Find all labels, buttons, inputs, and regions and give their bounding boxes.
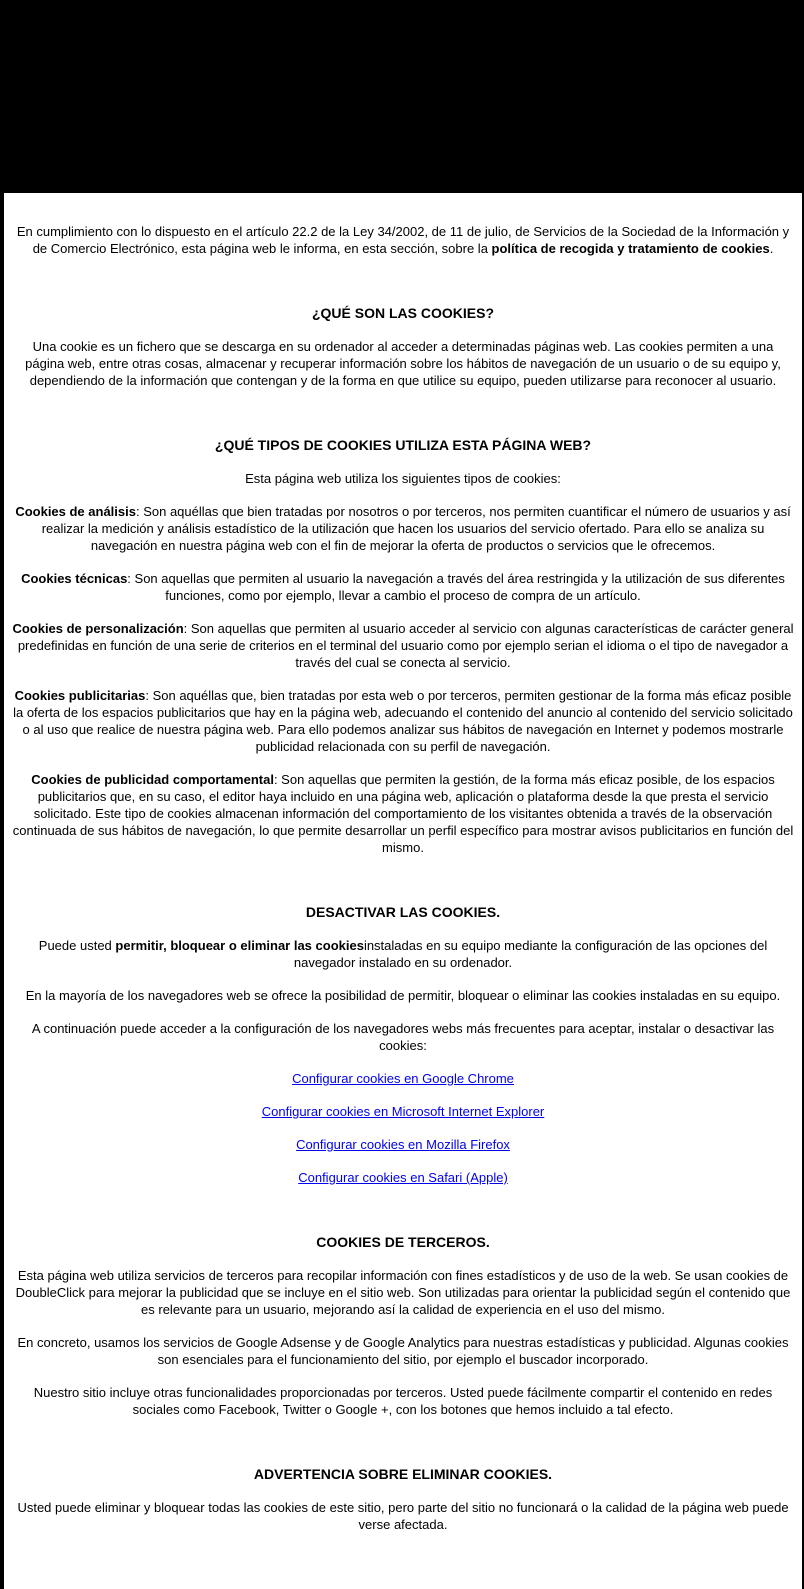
cookie-type-label-personalizacion: Cookies de personalización [12, 621, 184, 636]
paragraph-cookies-tecnicas [12, 570, 794, 604]
cookie-type-text-comportamental: : Son aquellas que permiten la gestión, de la forma más eficaz posible, de los espacios publicitarios que, en su caso, el editor haya incluido en una página web, aplicación o plataforma desde la que presta el servicio solicitado. Este tipo de cookies almacenan información del comportamiento de los visitantes obtenida a través de la observación continuada de sus hábitos de navegación, lo que permite desarrollar un perfil específico para mostrar avisos publicitarios en función del mismo. [12, 772, 794, 855]
link-row-safari [12, 1169, 794, 1186]
disable-text-pre: Puede usted [38, 938, 116, 953]
intro-text-post: . [769, 241, 774, 256]
cookie-type-label-tecnicas: Cookies técnicas [21, 571, 128, 586]
paragraph-disable-2: En la mayoría de los navegadores web se ofrece la posibilidad de permitir, bloquear o eliminar las cookies instaladas en su equipo. [25, 988, 781, 1003]
cookie-type-label-comportamental: Cookies de publicidad comportamental [31, 772, 274, 787]
link-configure-internet-explorer[interactable]: Configurar cookies en Microsoft Internet Explorer [261, 1104, 545, 1119]
cookie-type-text-tecnicas: : Son aquellas que permiten al usuario la navegación a través del área restringida y la utilización de sus diferentes funciones, como por ejemplo, llevar a cambio el proceso de compra de un artículo. [127, 571, 785, 603]
paragraph-cookies-personalizacion [12, 620, 794, 671]
paragraph-third-party-2: En concreto, usamos los servicios de Google Adsense y de Google Analytics para nuestras estadísticas y publicidad. Algunas cookies son esenciales para el funcionamiento del sitio, por ejemplo el buscador incorporado. [17, 1335, 789, 1367]
link-row-internet-explorer [12, 1103, 794, 1120]
paragraph-cookies-analisis [12, 503, 794, 554]
link-row-firefox [12, 1136, 794, 1153]
content-area [4, 193, 802, 1589]
disable-text-post: instaladas en su equipo mediante la configuración de las opciones del navegador instalado en su ordenador. [293, 938, 768, 970]
link-configure-firefox[interactable]: Configurar cookies en Mozilla Firefox [296, 1137, 510, 1152]
paragraph-cookies-comportamental [12, 771, 794, 856]
link-configure-safari[interactable]: Configurar cookies en Safari (Apple) [298, 1170, 508, 1185]
disable-bold-permit-block-delete: permitir, bloquear o eliminar las cookies [115, 938, 364, 953]
link-row-chrome [12, 1070, 794, 1087]
paragraph-third-party-1: Esta página web utiliza servicios de terceros para recopilar información con fines estadísticos y de uso de la web. Se usan cookies de DoubleClick para mejorar la publicidad que se incluye en el sitio web. Son utilizadas para orientar la publicidad según el contenido que es relevante para un usuario, mejorando así la calidad de experiencia en el uso del mismo. [15, 1268, 791, 1317]
paragraph-third-party-3: Nuestro sitio incluye otras funcionalidades proporcionadas por terceros. Usted puede fácilmente compartir el contenido en redes sociales como Facebook, Twitter o Google +, con los botones que hemos incluido a tal efecto. [33, 1385, 773, 1417]
intro-bold-policy: política de recogida y tratamiento de cookies [491, 241, 770, 256]
link-configure-chrome[interactable]: Configurar cookies en Google Chrome [292, 1071, 514, 1086]
paragraph-disable-1 [12, 937, 794, 971]
heading-cookie-types: ¿QUÉ TIPOS DE COOKIES UTILIZA ESTA PÁGINA WEB? [214, 437, 592, 453]
intro-paragraph [12, 223, 794, 257]
cookie-type-label-analisis: Cookies de análisis [15, 504, 136, 519]
heading-third-party-cookies: COOKIES DE TERCEROS. [316, 1234, 490, 1250]
heading-disable-cookies: DESACTIVAR LAS COOKIES. [305, 904, 501, 920]
heading-what-are-cookies: ¿QUÉ SON LAS COOKIES? [311, 305, 494, 321]
header-banner [0, 0, 804, 193]
paragraph-disable-3: A continuación puede acceder a la configuración de los navegadores webs más frecuentes para aceptar, instalar o desactivar las cookies: [31, 1021, 775, 1053]
cookie-type-text-publicitarias: : Son aquéllas que, bien tratadas por esta web o por terceros, permiten gestionar de la forma más eficaz posible la oferta de los espacios publicitarios que hay en la página web, adecuando el contenido del anuncio al contenido del servicio solicitado o al uso que realice de nuestra página web. Para ello podemos analizar sus hábitos de navegación en Internet y podemos mostrarle publicidad relacionada con su perfil de navegación. [13, 688, 793, 754]
cookie-type-text-personalizacion: : Son aquellas que permiten al usuario acceder al servicio con algunas características de carácter general predefinidas en función de una serie de criterios en el terminal del usuario como por ejemplo serian el idioma o el tipo de navegador a través del cual se conecta al servicio. [17, 621, 794, 670]
cookie-type-label-publicitarias: Cookies publicitarias [14, 688, 146, 703]
paragraph-cookie-definition: Una cookie es un fichero que se descarga en su ordenador al acceder a determinadas páginas web. Las cookies permiten a una página web, entre otras cosas, almacenar y recuperar información sobre los hábitos de navegación de un usuario o de su equipo y, dependiendo de la información que contengan y de la forma en que utilice su equipo, pueden utilizarse para reconocer al usuario. [25, 339, 781, 388]
paragraph-types-intro: Esta página web utiliza los siguientes tipos de cookies: [245, 471, 561, 486]
paragraph-cookies-publicitarias [12, 687, 794, 755]
intro-text-pre: En cumplimiento con lo dispuesto en el artículo 22.2 de la Ley 34/2002, de 11 de julio, de Servicios de la Sociedad de la Información y de Comercio Electrónico, esta página web le informa, en esta sección, sobre la [16, 224, 790, 256]
heading-delete-warning: ADVERTENCIA SOBRE ELIMINAR COOKIES. [253, 1466, 553, 1482]
cookie-type-text-analisis: : Son aquéllas que bien tratadas por nosotros o por terceros, nos permiten cuantificar el número de usuarios y así realizar la medición y análisis estadístico de la utilización que hacen los usuarios del servicio ofertado. Para ello se analiza su navegación en nuestra página web con el fin de mejorar la oferta de productos o servicios que le ofrecemos. [41, 504, 791, 553]
paragraph-delete-warning: Usted puede eliminar y bloquear todas las cookies de este sitio, pero parte del sitio no funcionará o la calidad de la página web puede verse afectada. [17, 1500, 789, 1532]
